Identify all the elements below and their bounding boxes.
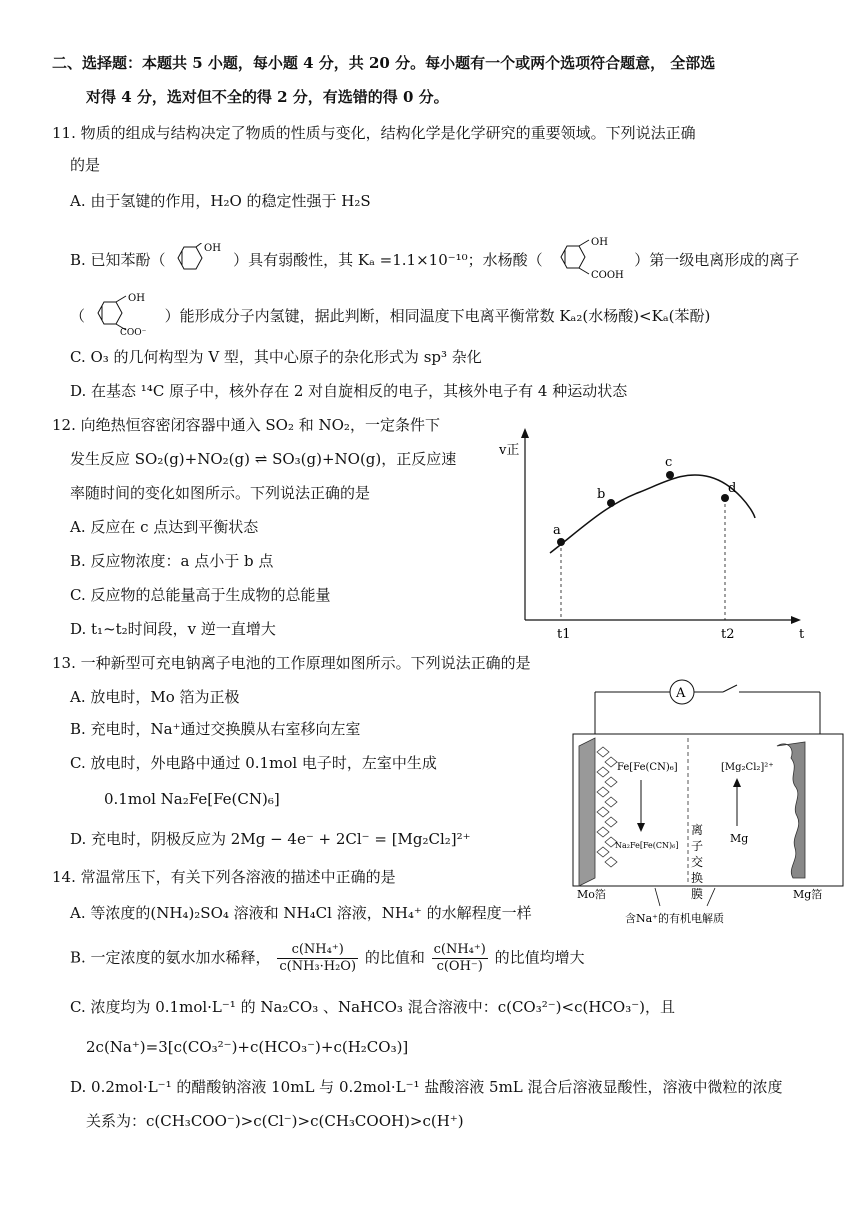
x-axis-arrow bbox=[791, 616, 801, 624]
right-bottom-species: Mg bbox=[730, 832, 749, 845]
x-axis-label: t bbox=[799, 627, 805, 642]
q11-b-text1: B. 已知苯酚（ bbox=[70, 251, 166, 269]
salicylate-ion-structure bbox=[90, 292, 160, 342]
svg-text:交: 交 bbox=[691, 855, 704, 869]
q14-b-text1: B. 一定浓度的氨水加水稀释， bbox=[70, 948, 271, 967]
q13-option-c2: 0.1mol Na₂Fe[Fe(CN)₆] bbox=[104, 790, 280, 808]
q12-option-b: B. 反应物浓度：a 点小于 b 点 bbox=[70, 552, 274, 570]
q13-option-c1: C. 放电时，外电路中通过 0.1mol 电子时，左室中生成 bbox=[70, 754, 437, 772]
switch-icon bbox=[723, 685, 737, 692]
mo-foil-label: Mo箔 bbox=[577, 888, 606, 901]
point-c bbox=[666, 471, 674, 479]
point-b-label: b bbox=[597, 487, 606, 502]
q11-option-b-line1 bbox=[70, 236, 799, 286]
q14-b-text2: 的比值和 bbox=[364, 948, 425, 967]
point-d-label: d bbox=[728, 481, 737, 496]
point-c-label: c bbox=[665, 455, 673, 470]
electrolyte-pointer-right bbox=[707, 888, 715, 906]
salicylic-acid-structure bbox=[547, 236, 629, 286]
svg-text:COOH: COOH bbox=[591, 270, 625, 280]
q12-stem1: 12. 向绝热恒容密闭容器中通入 SO₂ 和 NO₂，一定条件下 bbox=[52, 416, 440, 434]
y-axis-label: v正 bbox=[499, 443, 520, 458]
q13-stem: 13. 一种新型可充电钠离子电池的工作原理如图所示。下列说法正确的是 bbox=[52, 654, 531, 672]
svg-text:OH: OH bbox=[127, 293, 145, 304]
q13-option-d: D. 充电时，阴极反应为 2Mg − 4e⁻ + 2Cl⁻ = [Mg₂Cl₂]²⁺ bbox=[70, 830, 471, 848]
phenol-structure bbox=[170, 243, 228, 279]
membrane-label bbox=[691, 823, 703, 901]
q11-option-a: A. 由于氢键的作用，H₂O 的稳定性强于 H₂S bbox=[70, 192, 371, 210]
q11-b-paren: （ bbox=[70, 307, 86, 325]
electrolyte-label: 含Na⁺的有机电解质 bbox=[625, 912, 724, 925]
q14-b-text3: 的比值均增大 bbox=[494, 948, 585, 967]
q14-option-a: A. 等浓度的(NH₄)₂SO₄ 溶液和 NH₄Cl 溶液，NH₄⁺ 的水解程度一样 bbox=[70, 904, 532, 922]
q11-b-text2: ）具有弱酸性，其 Kₐ =1.1×10⁻¹⁰；水杨酸（ bbox=[233, 251, 543, 269]
svg-text:离: 离 bbox=[691, 823, 704, 837]
point-b bbox=[607, 499, 615, 507]
q12-option-a: A. 反应在 c 点达到平衡状态 bbox=[70, 518, 259, 536]
q12-stem2: 发生反应 SO₂(g)+NO₂(g) ⇌ SO₃(g)+NO(g)，正反应速 bbox=[70, 450, 457, 468]
q11-b-text4: ）能形成分子内氢键，据此判断，相同温度下电离平衡常数 Kₐ₂(水杨酸)<Kₐ(苯酚) bbox=[164, 307, 711, 325]
left-top-species: Fe[Fe(CN)₆] bbox=[617, 762, 678, 773]
q12-option-d: D. t₁~t₂时间段，v 逆一直增大 bbox=[70, 620, 276, 638]
q14-option-c1: C. 浓度均为 0.1mol·L⁻¹ 的 Na₂CO₃ 、NaHCO₃ 混合溶液中：c(CO₃²⁻)<c(HCO₃⁻)，且 bbox=[70, 998, 675, 1016]
svg-text:膜: 膜 bbox=[691, 887, 704, 901]
electrolyte-pointer-left bbox=[655, 888, 660, 906]
section-line1: 二、选择题：本题共 5 小题，每小题 4 分，共 20 分。每小题有一个或两个选项符合题意， 全部选 bbox=[52, 54, 716, 72]
rate-time-chart bbox=[495, 420, 815, 645]
point-a-label: a bbox=[553, 523, 561, 538]
q14-option-b bbox=[70, 942, 585, 975]
svg-text:OH: OH bbox=[591, 237, 609, 248]
t1-tick-label: t1 bbox=[557, 627, 571, 642]
q11-option-b-line2 bbox=[70, 292, 710, 342]
q11-option-d: D. 在基态 ¹⁴C 原子中，核外存在 2 对自旋相反的电子，其核外电子有 4 种运动状态 bbox=[70, 382, 628, 400]
q11-stem-cont: 的是 bbox=[70, 156, 101, 174]
point-a bbox=[557, 538, 565, 546]
mg-foil-label: Mg箔 bbox=[793, 888, 823, 901]
right-top-species: [Mg₂Cl₂]²⁺ bbox=[721, 762, 774, 773]
q11-stem: 11. 物质的组成与结构决定了物质的性质与变化，结构化学是化学研究的重要领域。下列说法正确 bbox=[52, 124, 696, 142]
q14-option-d1: D. 0.2mol·L⁻¹ 的醋酸钠溶液 10mL 与 0.2mol·L⁻¹ 盐酸溶液 5mL 混合后溶液显酸性，溶液中微粒的浓度 bbox=[70, 1078, 783, 1096]
q12-stem3: 率随时间的变化如图所示。下列说法正确的是 bbox=[70, 484, 371, 502]
ratio-nh4-nh3h2o: $\frac{\text{c(NH₄⁺)}}{\text{c(NH₃·H₂O)}}$ bbox=[279, 942, 357, 974]
q11-option-c: C. O₃ 的几何构型为 V 型，其中心原子的杂化形式为 sp³ 杂化 bbox=[70, 348, 482, 366]
y-axis-arrow bbox=[521, 428, 529, 438]
q13-option-b: B. 充电时，Na⁺通过交换膜从右室移向左室 bbox=[70, 720, 361, 738]
ammeter-label: A bbox=[676, 686, 686, 701]
svg-text:子: 子 bbox=[691, 839, 704, 853]
ratio-nh4-oh: $\frac{\text{c(NH₄⁺)}}{c(OH^-)}$ bbox=[433, 942, 486, 974]
t2-tick-label: t2 bbox=[721, 627, 735, 642]
mo-foil bbox=[579, 738, 595, 886]
q13-option-a: A. 放电时，Mo 箔为正极 bbox=[70, 688, 240, 706]
svg-text:COO⁻: COO⁻ bbox=[119, 328, 147, 336]
section-line2: 对得 4 分，选对但不全的得 2 分，有选错的得 0 分。 bbox=[86, 88, 449, 106]
q14-option-c2: 2c(Na⁺)=3[c(CO₃²⁻)+c(HCO₃⁻)+c(H₂CO₃)] bbox=[86, 1038, 409, 1056]
q14-option-d2: 关系为：c(CH₃COO⁻)>c(Cl⁻)>c(CH₃COOH)>c(H⁺) bbox=[86, 1112, 464, 1130]
rate-curve bbox=[550, 475, 755, 553]
svg-text:换: 换 bbox=[691, 871, 704, 885]
q11-b-text3: ）第一级电离形成的离子 bbox=[634, 251, 800, 269]
left-bottom-species: Na₂Fe[Fe(CN)₆] bbox=[615, 841, 679, 850]
q14-stem: 14. 常温常压下，有关下列各溶液的描述中正确的是 bbox=[52, 868, 396, 886]
svg-text:OH: OH bbox=[204, 243, 222, 254]
battery-diagram bbox=[565, 676, 855, 934]
q12-option-c: C. 反应物的总能量高于生成物的总能量 bbox=[70, 586, 331, 604]
